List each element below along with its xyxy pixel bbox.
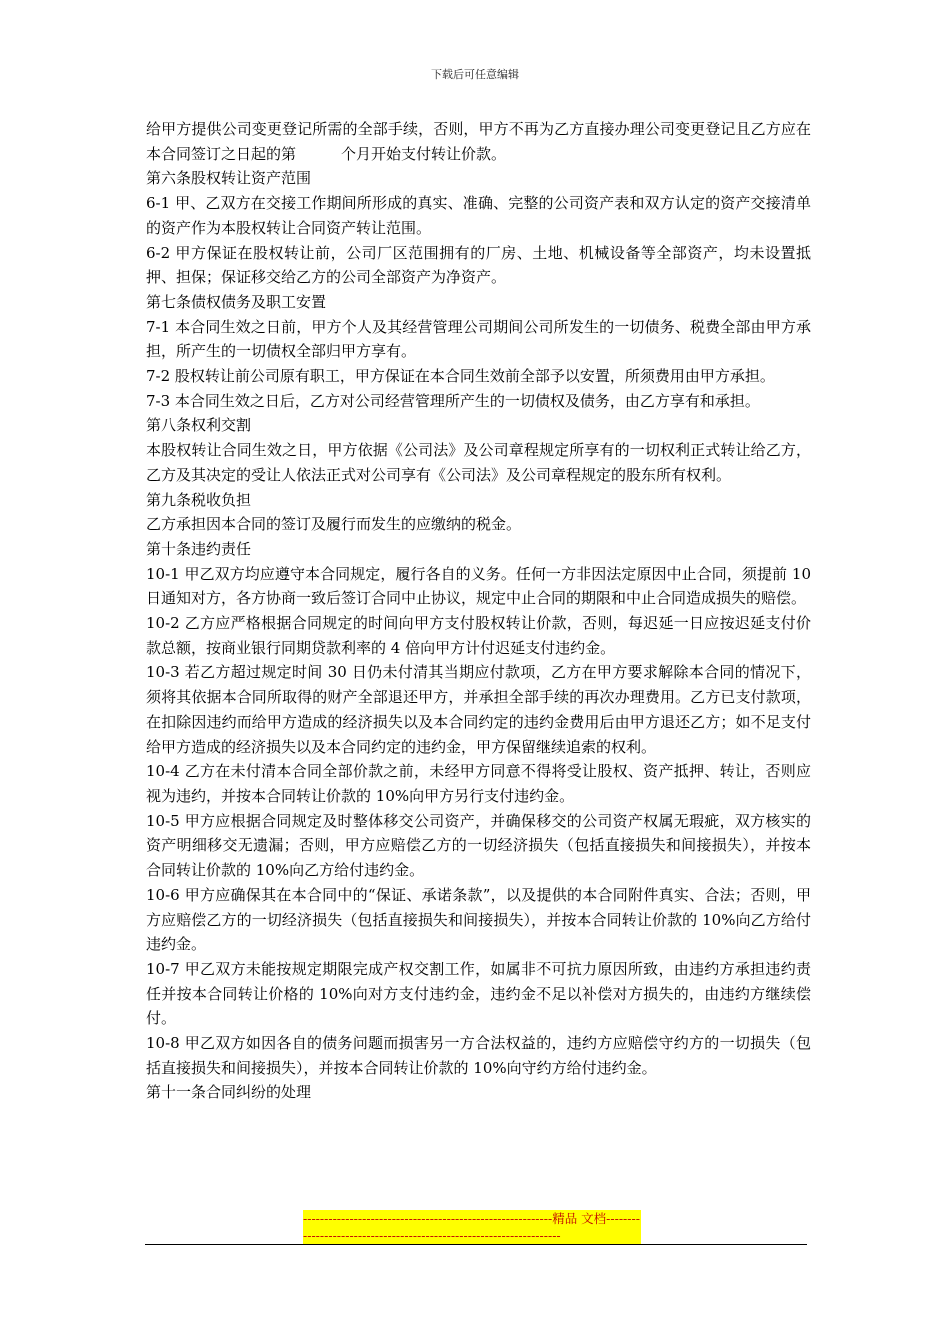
paragraph: 乙方承担因本合同的签订及履行而发生的应缴纳的税金。: [146, 515, 522, 534]
paragraph: 10-8 甲乙双方如因各自的债务问题而损害另一方合法权益的，违约方应赔偿守约方的一切损失（包括直接损失和间接损失），并按本合同转让价款的 10%向守约方给付违约金。: [146, 1034, 811, 1077]
paragraph: 7-3 本合同生效之日后，乙方对公司经营管理所产生的一切债权及债务，由乙方享有和承担。: [146, 391, 760, 410]
paragraph: 10-1 甲乙双方均应遵守本合同规定，履行各自的义务。任何一方非因法定原因中止合同，须提前 10 日通知对方，各方协商一致后签订合同中止协议，规定中止合同的期限和中止合同造成损失的赔偿。: [146, 564, 811, 608]
paragraph: 10-2 乙方应严格根据合同规定的时间向甲方支付股权转让价款，否则，每迟延一日应按迟延支付价款总额，按商业银行同期贷款利率的 4 倍向甲方计付迟延支付违约金。: [146, 614, 811, 657]
footer-banner: -----------------------------------------------------------精品 文档---------------------------------------------------------------------: [303, 1211, 640, 1243]
paragraph: 10-6 甲方应确保其在本合同中的“保证、承诺条款”，以及提供的本合同附件真实、合法；否则，甲方应赔偿乙方的一切经济损失（包括直接损失和间接损失），并按本合同转让价款的 10%向乙方给付违约金。: [146, 885, 811, 954]
section-heading: 第十一条合同纠纷的处理: [146, 1083, 312, 1102]
paragraph: 6-2 甲方保证在股权转让前，公司厂区范围拥有的厂房、土地、机械设备等全部资产，均未设置抵押、担保；保证移交给乙方的公司全部资产为净资产。: [146, 243, 811, 287]
footer-divider: [145, 1244, 807, 1245]
document-body: [146, 117, 811, 1105]
paragraph: 10-5 甲方应根据合同规定及时整体移交公司资产，并确保移交的公司资产权属无瑕疵，双方核实的资产明细移交无遗漏；否则，甲方应赔偿乙方的一切经济损失（包括直接损失和间接损失），并按本合同转让价款的 10%向乙方给付违约金。: [146, 811, 811, 880]
section-heading: 第九条税收负担: [146, 490, 252, 509]
paragraph: 10-4 乙方在未付清本合同全部价款之前，未经甲方同意不得将受让股权、资产抵押、转让，否则应视为违约，并按本合同转让价款的 10%向甲方另行支付违约金。: [146, 762, 811, 805]
paragraph: 6-1 甲、乙双方在交接工作期间所形成的真实、准确、完整的公司资产表和双方认定的资产交接清单的资产作为本股权转让合同资产转让范围。: [146, 194, 811, 237]
paragraph: 本股权转让合同生效之日，甲方依据《公司法》及公司章程规定所享有的一切权利正式转让给乙方，乙方及其决定的受让人依法正式对公司享有《公司法》及公司章程规定的股东所有权利。: [146, 441, 811, 484]
paragraph: 7-1 本合同生效之日前，甲方个人及其经营管理公司期间公司所发生的一切债务、税费全部由甲方承担，所产生的一切债权全部归甲方享有。: [146, 317, 811, 361]
paragraph: 10-3 若乙方超过规定时间 30 日仍未付清其当期应付款项，乙方在甲方要求解除本合同的情况下，须将其依据本合同所取得的财产全部退还甲方，并承担全部手续的再次办理费用。乙方已支付款项，在扣除因违约而给甲方造成的经济损失以及本合同约定的违约金费用后由甲方退还乙方；如不足支付给甲方造成的经济损失以及本合同约定的违约金，甲方保留继续追索的权利。: [146, 663, 811, 756]
section-heading: 第六条股权转让资产范围: [146, 169, 312, 188]
section-heading: 第十条违约责任: [146, 539, 252, 558]
section-heading: 第八条权利交割: [146, 416, 252, 435]
paragraph: 给甲方提供公司变更登记所需的全部手续，否则，甲方不再为乙方直接办理公司变更登记且乙方应在本合同签订之日起的第 个月开始支付转让价款。: [146, 120, 811, 163]
paragraph: 7-2 股权转让前公司原有职工，甲方保证在本合同生效前全部予以安置，所须费用由甲方承担。: [146, 367, 775, 386]
section-heading: 第七条债权债务及职工安置: [146, 292, 327, 311]
paragraph: 10-7 甲乙双方未能按规定期限完成产权交割工作，如属非不可抗力原因所致，由违约方承担违约责任并按本合同转让价格的 10%向对方支付违约金，违约金不足以补偿对方损失的，由违约方继续偿付。: [146, 959, 811, 1028]
page-header: 下载后可任意编辑: [431, 68, 519, 81]
